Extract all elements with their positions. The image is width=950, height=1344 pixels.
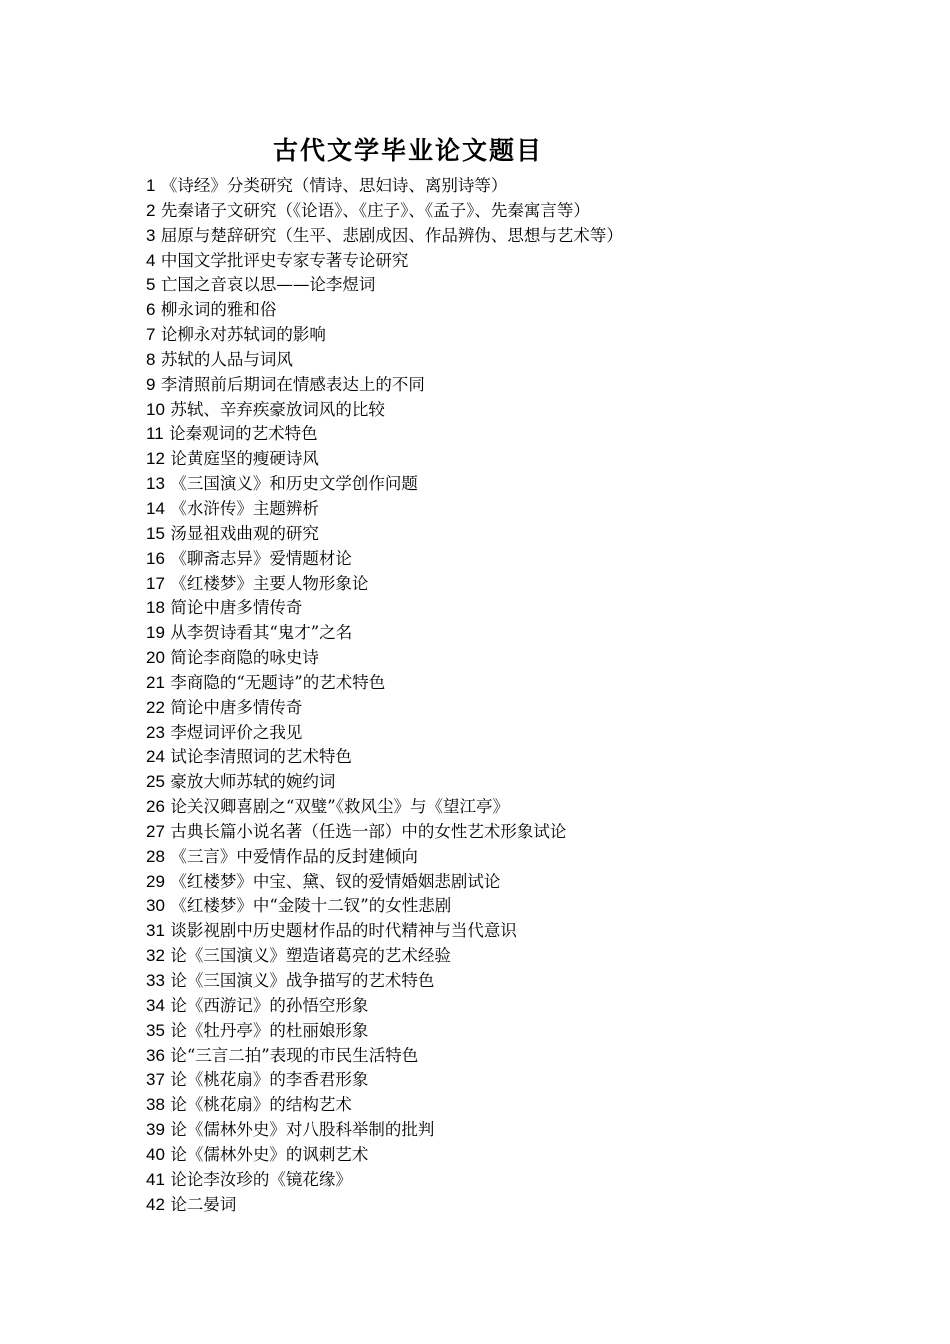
topic-number: 1 <box>146 176 156 195</box>
topic-item <box>146 994 623 1019</box>
topic-item <box>146 398 623 423</box>
topic-title: 汤显祖戏曲观的研究 <box>170 523 319 543</box>
topic-item <box>146 298 623 323</box>
topic-title: 论黄庭坚的瘦硬诗风 <box>170 449 319 469</box>
topic-number: 24 <box>146 747 165 767</box>
topic-title: 论《三国演义》塑造诸葛亮的艺术经验 <box>170 946 451 966</box>
topic-item <box>146 820 623 845</box>
topic-title: 论二晏词 <box>170 1194 237 1214</box>
topic-title: 论《桃花扇》的李香君形象 <box>170 1070 369 1090</box>
topic-title: 《聊斋志异》爱情题材论 <box>170 548 352 568</box>
topic-number: 26 <box>146 797 165 817</box>
topic-item <box>146 1193 623 1218</box>
topic-list <box>146 174 623 1217</box>
topic-item <box>146 373 623 398</box>
topic-title: 论论李汝珍的《镜花缘》 <box>170 1169 352 1189</box>
topic-title: 简论中唐多情传奇 <box>170 598 303 618</box>
topic-number: 15 <box>146 523 165 543</box>
topic-number: 31 <box>146 921 165 941</box>
topic-item <box>146 273 623 298</box>
topic-number: 40 <box>146 1144 165 1164</box>
topic-number: 4 <box>146 250 156 270</box>
topic-item <box>146 795 623 820</box>
topic-title: 试论李清照词的艺术特色 <box>170 747 352 767</box>
topic-title: 《诗经》分类研究（情诗、思妇诗、离别诗等） <box>160 176 508 195</box>
topic-number: 3 <box>146 225 156 245</box>
topic-title: 《水浒传》主题辨析 <box>170 498 319 518</box>
topic-title: 《三国演义》和历史文学创作问题 <box>170 474 418 494</box>
topic-number: 33 <box>146 971 165 990</box>
topic-number: 23 <box>146 722 165 742</box>
topic-number: 16 <box>146 548 165 568</box>
topic-number: 12 <box>146 449 165 469</box>
topic-title: 简论中唐多情传奇 <box>170 697 303 717</box>
topic-number: 19 <box>146 623 165 643</box>
topic-item <box>146 572 623 597</box>
topic-number: 34 <box>146 995 165 1015</box>
topic-item <box>146 845 623 870</box>
topic-number: 25 <box>146 772 165 792</box>
topic-title: 谈影视剧中历史题材作品的时代精神与当代意识 <box>170 921 517 941</box>
topic-item <box>146 1168 623 1193</box>
topic-number: 17 <box>146 573 165 593</box>
topic-title: 《红楼梦》中宝、黛、钗的爱情婚姻悲剧试论 <box>170 871 501 891</box>
topic-number: 42 <box>146 1194 165 1214</box>
topic-number: 36 <box>146 1045 165 1065</box>
topic-title: 论《桃花扇》的结构艺术 <box>170 1095 352 1115</box>
topic-number: 28 <box>146 846 165 866</box>
topic-title: 古典长篇小说名著（任选一部）中的女性艺术形象试论 <box>170 821 567 841</box>
topic-number: 14 <box>146 498 165 518</box>
topic-title: 《红楼梦》主要人物形象论 <box>170 573 369 593</box>
topic-item <box>146 646 623 671</box>
topic-number: 32 <box>146 946 165 966</box>
topic-title: 先秦诸子文研究（《论语》、《庄子》、《孟子》、先秦寓言等） <box>160 200 590 220</box>
topic-item <box>146 1044 623 1069</box>
topic-item <box>146 596 623 621</box>
topic-item <box>146 1118 623 1143</box>
topic-number: 20 <box>146 648 165 668</box>
topic-item <box>146 547 623 572</box>
topic-number: 2 <box>146 200 156 220</box>
topic-title: 论关汉卿喜剧之“双璧”《救风尘》与《望江亭》 <box>170 797 509 817</box>
topic-item <box>146 1093 623 1118</box>
topic-item <box>146 249 623 274</box>
topic-item <box>146 522 623 547</box>
topic-item <box>146 224 623 249</box>
topic-title: 苏轼的人品与词风 <box>160 349 293 369</box>
topic-item <box>146 770 623 795</box>
topic-item <box>146 1068 623 1093</box>
topic-number: 7 <box>146 325 156 345</box>
topic-title: 苏轼、辛弃疾豪放词风的比较 <box>170 399 385 419</box>
topic-number: 6 <box>146 300 156 320</box>
topic-number: 11 <box>146 424 164 444</box>
document-title: 古代文学毕业论文题目 <box>272 136 543 165</box>
topic-item <box>146 696 623 721</box>
topic-number: 21 <box>146 672 165 692</box>
topic-item <box>146 497 623 522</box>
topic-title: 《红楼梦》中“金陵十二钗”的女性悲剧 <box>170 896 452 916</box>
topic-item <box>146 894 623 919</box>
topic-title: 中国文学批评史专家专著专论研究 <box>160 250 409 270</box>
topic-number: 5 <box>146 275 156 295</box>
topic-item <box>146 621 623 646</box>
topic-item <box>146 745 623 770</box>
topic-number: 29 <box>146 871 165 891</box>
topic-item <box>146 870 623 895</box>
topic-item <box>146 447 623 472</box>
topic-item <box>146 1143 623 1168</box>
topic-item <box>146 944 623 969</box>
topic-title: 李清照前后期词在情感表达上的不同 <box>160 374 425 394</box>
topic-title: 从李贺诗看其“鬼才”之名 <box>170 623 353 643</box>
topic-item <box>146 1019 623 1044</box>
topic-title: 论《儒林外史》的讽刺艺术 <box>170 1144 369 1164</box>
topic-title: 亡国之音哀以思——论李煜词 <box>160 275 376 295</box>
topic-number: 10 <box>146 399 165 419</box>
topic-title: 论《儒林外史》对八股科举制的批判 <box>170 1120 435 1140</box>
topic-title: 屈原与楚辞研究（生平、悲剧成因、作品辨伪、思想与艺术等） <box>160 225 623 245</box>
topic-item <box>146 671 623 696</box>
topic-number: 9 <box>146 374 156 394</box>
topic-title: 论《三国演义》战争描写的艺术特色 <box>170 971 435 990</box>
topic-title: 《三言》中爱情作品的反封建倾向 <box>170 846 418 866</box>
topic-number: 35 <box>146 1020 165 1040</box>
topic-number: 22 <box>146 697 165 717</box>
topic-item <box>146 348 623 373</box>
topic-item <box>146 199 623 224</box>
topic-item <box>146 472 623 497</box>
topic-item <box>146 174 623 199</box>
topic-number: 37 <box>146 1070 165 1090</box>
topic-title: 论柳永对苏轼词的影响 <box>160 325 326 345</box>
topic-number: 8 <box>146 349 156 369</box>
topic-title: 论《牡丹亭》的杜丽娘形象 <box>170 1020 369 1040</box>
topic-item <box>146 323 623 348</box>
topic-number: 13 <box>146 474 165 494</box>
topic-item <box>146 721 623 746</box>
topic-number: 30 <box>146 896 165 916</box>
topic-number: 18 <box>146 598 165 618</box>
topic-title: 论《西游记》的孙悟空形象 <box>170 995 369 1015</box>
topic-item <box>146 919 623 944</box>
topic-item <box>146 422 623 447</box>
topic-title: 简论李商隐的咏史诗 <box>170 648 319 668</box>
topic-title: 李商隐的“无题诗”的艺术特色 <box>170 672 386 692</box>
topic-number: 27 <box>146 821 165 841</box>
topic-title: 柳永词的雅和俗 <box>160 300 277 320</box>
topic-number: 38 <box>146 1095 165 1115</box>
topic-title: 豪放大师苏轼的婉约词 <box>170 772 336 792</box>
topic-title: 李煜词评价之我见 <box>170 722 303 742</box>
topic-item <box>146 969 623 994</box>
topic-title: 论“三言二拍”表现的市民生活特色 <box>170 1045 419 1065</box>
topic-number: 39 <box>146 1120 165 1140</box>
topic-title: 论秦观词的艺术特色 <box>169 424 318 444</box>
topic-number: 41 <box>146 1169 165 1189</box>
